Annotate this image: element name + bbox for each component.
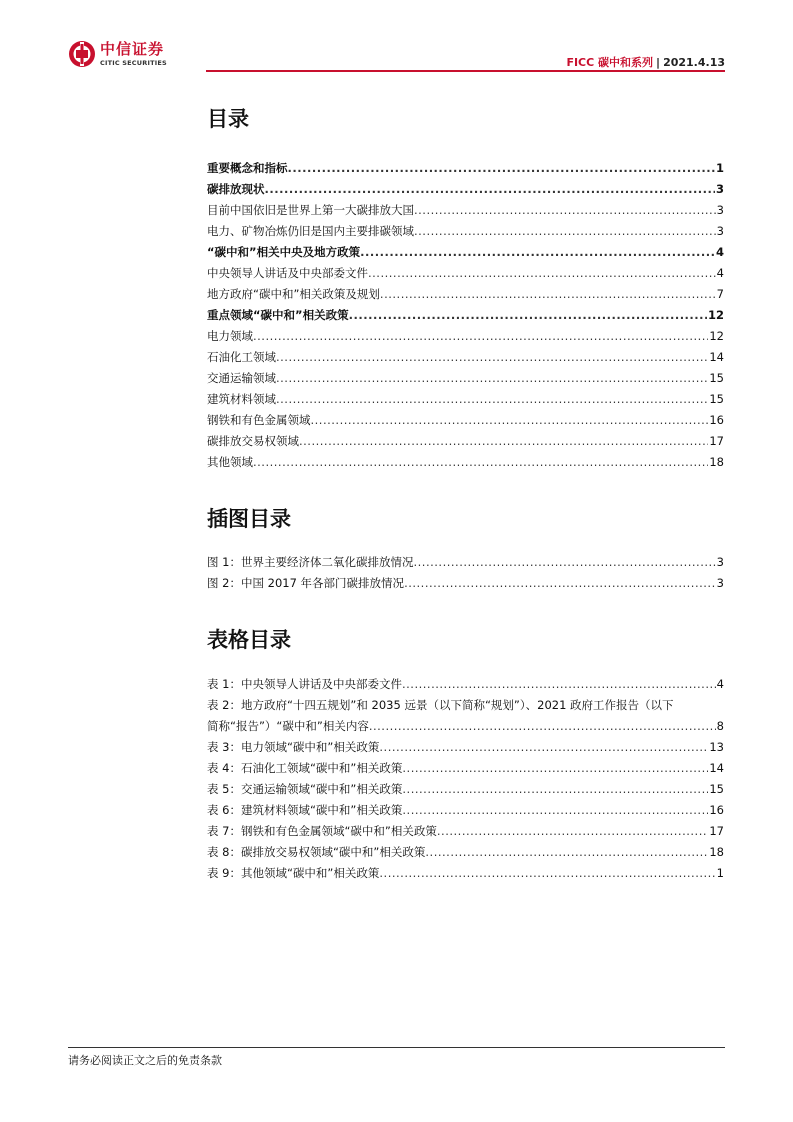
- toc-entry-text: 其他领域: [207, 455, 253, 469]
- leader-dots: [369, 716, 716, 737]
- table-entry-text: 简称“报告”）“碳中和”相关内容: [207, 719, 369, 733]
- table-entry-page: 13: [709, 740, 724, 754]
- leader-dots: [414, 200, 716, 221]
- toc-entry[interactable]: [207, 305, 724, 326]
- table-entry-text: 表 4：石油化工领域“碳中和”相关政策: [207, 761, 403, 775]
- table-entry[interactable]: [207, 758, 724, 779]
- toc-entry-page: 12: [709, 329, 724, 343]
- report-date: 2021.4.13: [663, 56, 725, 69]
- toc-entry[interactable]: [207, 410, 724, 431]
- table-entry-text: 表 9：其他领域“碳中和”相关政策: [207, 866, 380, 880]
- table-entry[interactable]: [207, 863, 724, 884]
- toc-entry-text: 重要概念和指标: [207, 161, 288, 175]
- leader-dots: [402, 674, 716, 695]
- citic-logo: [68, 40, 167, 68]
- table-entry-text: 表 6：建筑材料领域“碳中和”相关政策: [207, 803, 403, 817]
- leader-dots: [265, 179, 715, 200]
- toc-entry-text: 电力、矿物冶炼仍旧是国内主要排碳领域: [207, 224, 414, 238]
- table-entry-text: 表 3：电力领域“碳中和”相关政策: [207, 740, 380, 754]
- toc-entry[interactable]: [207, 347, 724, 368]
- table-entry[interactable]: [207, 674, 724, 695]
- leader-dots: [253, 452, 708, 473]
- tables-title: 表格目录: [207, 628, 291, 652]
- toc-entry-text: 中央领导人讲话及中央部委文件: [207, 266, 368, 280]
- toc-entry[interactable]: [207, 368, 724, 389]
- toc-entry-page: 15: [709, 371, 724, 385]
- table-entry-page: 17: [709, 824, 724, 838]
- table-entry-page: 4: [716, 677, 724, 691]
- toc-list: [207, 158, 724, 473]
- toc-entry-text: “碳中和”相关中央及地方政策: [207, 245, 361, 259]
- figures-title: 插图目录: [207, 507, 291, 531]
- toc-entry[interactable]: [207, 221, 724, 242]
- figure-entry-text: 图 1：世界主要经济体二氧化碳排放情况: [207, 555, 414, 569]
- toc-entry-page: 15: [709, 392, 724, 406]
- leader-dots: [299, 431, 708, 452]
- footer-disclaimer: 请务必阅读正文之后的免责条款: [68, 1054, 222, 1067]
- toc-entry-text: 建筑材料领域: [207, 392, 276, 406]
- table-entry[interactable]: [207, 779, 724, 800]
- leader-dots: [276, 368, 708, 389]
- toc-entry[interactable]: [207, 389, 724, 410]
- leader-dots: [349, 305, 707, 326]
- leader-dots: [276, 389, 708, 410]
- leader-dots: [402, 800, 708, 821]
- leader-dots: [414, 221, 716, 242]
- leader-dots: [368, 263, 716, 284]
- figure-entry[interactable]: [207, 573, 724, 594]
- toc-entry[interactable]: [207, 158, 724, 179]
- leader-dots: [402, 779, 708, 800]
- toc-entry-text: 碳排放现状: [207, 182, 265, 196]
- leader-dots: [379, 863, 715, 884]
- header-rule: [206, 70, 725, 72]
- report-series: FICC 碳中和系列: [566, 56, 654, 69]
- toc-entry-page: 1: [715, 161, 724, 175]
- table-entry-text: 表 5：交通运输领域“碳中和”相关政策: [207, 782, 403, 796]
- toc-entry-page: 3: [716, 224, 724, 238]
- table-entry-text: 表 7：钢铁和有色金属领域“碳中和”相关政策: [207, 824, 437, 838]
- footer-rule: [68, 1047, 725, 1048]
- table-entry-page: 14: [709, 761, 724, 775]
- leader-dots: [276, 347, 708, 368]
- leader-dots: [311, 410, 709, 431]
- figure-entry-text: 图 2：中国 2017 年各部门碳排放情况: [207, 576, 405, 590]
- leader-dots: [360, 242, 715, 263]
- toc-entry-page: 14: [709, 350, 724, 364]
- toc-entry-text: 钢铁和有色金属领域: [207, 413, 311, 427]
- table-entry[interactable]: [207, 716, 724, 737]
- toc-entry[interactable]: [207, 326, 724, 347]
- toc-entry-page: 17: [709, 434, 724, 448]
- figure-entry-page: 3: [716, 576, 724, 590]
- toc-entry[interactable]: [207, 452, 724, 473]
- toc-entry-text: 目前中国依旧是世界上第一大碳排放大国: [207, 203, 414, 217]
- toc-entry-page: 4: [716, 266, 724, 280]
- table-entry[interactable]: [207, 800, 724, 821]
- logo-english-name: CITIC SECURITIES: [100, 58, 167, 67]
- header-separator: |: [656, 56, 661, 69]
- toc-entry-page: 12: [707, 308, 724, 322]
- table-entry-page: 16: [709, 803, 724, 817]
- logo-chinese-name: 中信证券: [100, 39, 165, 58]
- table-entry-page: 15: [709, 782, 724, 796]
- toc-entry-page: 4: [715, 245, 724, 259]
- table-entry[interactable]: [207, 821, 724, 842]
- table-entry[interactable]: [207, 737, 724, 758]
- toc-entry-text: 交通运输领域: [207, 371, 276, 385]
- table-entry-text: 表 8：碳排放交易权领域“碳中和”相关政策: [207, 845, 426, 859]
- toc-entry-text: 地方政府“碳中和”相关政策及规划: [207, 287, 380, 301]
- figures-list: [207, 552, 724, 594]
- leader-dots: [380, 284, 716, 305]
- leader-dots: [253, 326, 708, 347]
- figure-entry-page: 3: [716, 555, 724, 569]
- toc-entry-page: 18: [709, 455, 724, 469]
- toc-entry-text: 石油化工领域: [207, 350, 276, 364]
- toc-entry[interactable]: [207, 431, 724, 452]
- tables-list: [207, 674, 724, 884]
- table-entry[interactable]: [207, 842, 724, 863]
- toc-entry-text: 电力领域: [207, 329, 253, 343]
- leader-dots: [425, 842, 708, 863]
- table-entry-page: 1: [716, 866, 724, 880]
- table-entry-page: 8: [716, 719, 724, 733]
- toc-entry-page: 7: [716, 287, 724, 301]
- toc-entry-text: 碳排放交易权领域: [207, 434, 299, 448]
- table-entry-first-line[interactable]: 表 2：地方政府“十四五规划”和 2035 远景（以下简称“规划”）、2021 政府工作报告（以下: [207, 698, 674, 712]
- table-entry-text: 表 1：中央领导人讲话及中央部委文件: [207, 677, 402, 691]
- leader-dots: [379, 737, 708, 758]
- toc-entry[interactable]: [207, 179, 724, 200]
- toc-entry-text: 重点领域“碳中和”相关政策: [207, 308, 349, 322]
- leader-dots: [437, 821, 708, 842]
- leader-dots: [288, 158, 715, 179]
- leader-dots: [404, 573, 716, 594]
- toc-entry[interactable]: [207, 263, 724, 284]
- leader-dots: [413, 552, 715, 573]
- toc-entry-page: 3: [715, 182, 724, 196]
- toc-entry[interactable]: [207, 242, 724, 263]
- toc-entry[interactable]: [207, 200, 724, 221]
- toc-entry[interactable]: [207, 284, 724, 305]
- leader-dots: [402, 758, 708, 779]
- table-entry-page: 18: [709, 845, 724, 859]
- header-meta: [566, 54, 725, 70]
- citic-logo-icon: [68, 40, 96, 68]
- toc-entry-page: 3: [716, 203, 724, 217]
- figure-entry[interactable]: [207, 552, 724, 573]
- toc-entry-page: 16: [709, 413, 724, 427]
- toc-title: 目录: [207, 107, 249, 131]
